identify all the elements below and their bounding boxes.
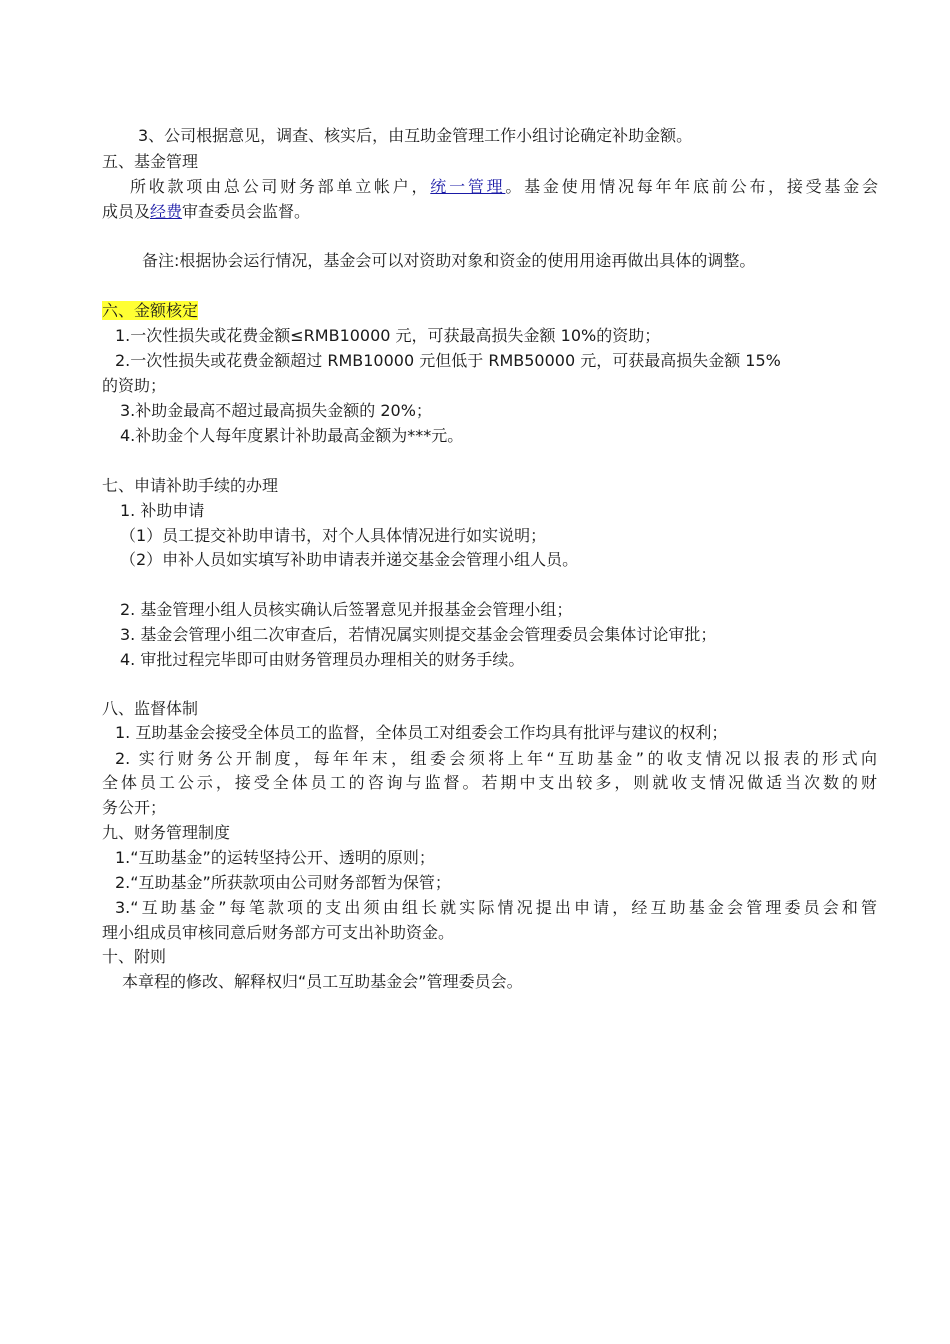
section5-item3: 3、公司根据意见，调查、核实后，由互助金管理工作小组讨论确定补助金额。 — [138, 126, 693, 145]
link-unified-management[interactable]: 统一管理 — [430, 177, 506, 196]
section5-paragraph-text-d: 审查委员会监督。 — [182, 202, 311, 221]
section7-item3: 3. 基金会管理小组二次审查后，若情况属实则提交基金会管理委员会集体讨论审批； — [120, 625, 717, 644]
section10-heading: 十、附则 — [102, 947, 167, 966]
section5-paragraph-text-c: 成员及 — [102, 202, 151, 221]
section6-item2-line2: 的资助； — [102, 376, 167, 395]
section5-paragraph-text-a: 所收款项由总公司财务部单立帐户， — [130, 177, 431, 196]
section6-item3: 3.补助金最高不超过最高损失金额的 20%； — [120, 401, 432, 420]
section8-item2-line3: 务公开； — [102, 798, 167, 817]
section8-item2-line1: 2. 实行财务公开制度，每年年末，组委会须将上年“互助基金”的收支情况以报表的形式向 — [115, 749, 877, 768]
section5-paragraph-text-b: 。基金使用情况每年年底前公布，接受基金会 — [505, 177, 878, 196]
section5-note: 备注:根据协会运行情况，基金会可以对资助对象和资金的使用用途再做出具体的调整。 — [142, 251, 756, 270]
section7-item1-sub2: （2）申补人员如实填写补助申请表并递交基金会管理小组人员。 — [120, 550, 579, 569]
section9-item3-line1: 3.“互助基金”每笔款项的支出须由组长就实际情况提出申请，经互助基金会管理委员会和管 — [115, 898, 877, 917]
section8-item2-line2: 全体员工公示，接受全体员工的咨询与监督。若期中支出较多，则就收支情况做适当次数的财 — [102, 773, 877, 792]
section8-heading: 八、监督体制 — [102, 699, 199, 718]
section6-heading — [102, 300, 882, 322]
section5-paragraph-line1 — [130, 176, 878, 198]
section6-item1: 1.一次性损失或花费金额≤RMB10000 元，可获最高损失金额 10%的资助； — [115, 326, 661, 345]
section7-item1: 1. 补助申请 — [120, 501, 205, 520]
link-funds[interactable]: 经费 — [150, 202, 183, 221]
section8-item1: 1. 互助基金会接受全体员工的监督，全体员工对组委会工作均具有批评与建议的权利； — [115, 723, 728, 742]
section5-paragraph-line2 — [102, 201, 882, 223]
section5-heading: 五、基金管理 — [102, 152, 199, 171]
section9-item3-line2: 理小组成员审核同意后财务部方可支出补助资金。 — [102, 923, 455, 942]
section10-paragraph: 本章程的修改、解释权归“员工互助基金会”管理委员会。 — [122, 972, 523, 991]
section7-item1-sub1: （1）员工提交补助申请书，对个人具体情况进行如实说明； — [120, 526, 547, 545]
section9-heading: 九、财务管理制度 — [102, 823, 231, 842]
section6-item2-line1: 2.一次性损失或花费金额超过 RMB10000 元但低于 RMB50000 元，可获最高损失金额 15% — [115, 351, 781, 370]
section9-item2: 2.“互助基金”所获款项由公司财务部暂为保管； — [115, 873, 451, 892]
section9-item1: 1.“互助基金”的运转坚持公开、透明的原则； — [115, 848, 435, 867]
section7-heading: 七、申请补助手续的办理 — [102, 476, 279, 495]
section7-item4: 4. 审批过程完毕即可由财务管理员办理相关的财务手续。 — [120, 650, 525, 669]
section7-item2: 2. 基金管理小组人员核实确认后签署意见并报基金会管理小组； — [120, 600, 573, 619]
section6-item4: 4.补助金个人每年度累计补助最高金额为***元。 — [120, 426, 464, 445]
section6-heading-highlight: 六、金额核定 — [102, 301, 199, 320]
